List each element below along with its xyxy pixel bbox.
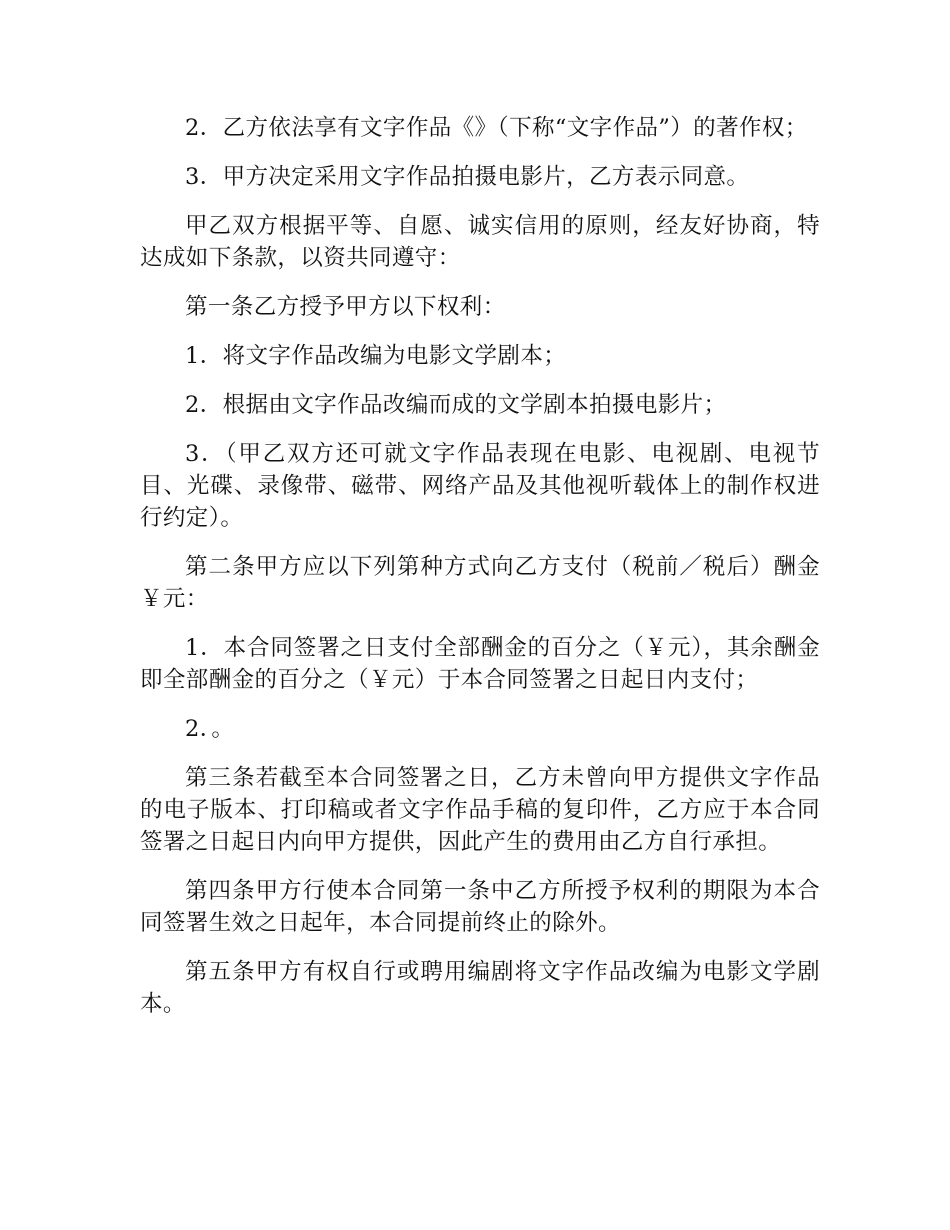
clause-paragraph: 甲乙双方根据平等、自愿、诚实信用的原则，经友好协商，特达成如下条款，以资共同遵守：: [140, 213, 820, 271]
clause-paragraph: 2．。: [185, 716, 235, 742]
clause-paragraph: 3．（甲乙双方还可就文字作品表现在电影、电视剧、电视节目、光碟、录像带、磁带、网络产品及其他视听载体上的制作权进行约定）。: [140, 441, 820, 531]
clause-paragraph: 1．将文字作品改编为电影文学剧本；: [185, 343, 567, 369]
clause-heading: 第三条若截至本合同签署之日，乙方未曾向甲方提供文字作品的电子版本、打印稿或者文字作品手稿的复印件，乙方应于本合同签署之日起日内向甲方提供，因此产生的费用由乙方自行承担。: [140, 765, 820, 855]
document-body: [140, 112, 820, 1037]
clause-heading: 第二条甲方应以下列第种方式向乙方支付（税前／税后）酬金￥元：: [140, 554, 820, 612]
clause-paragraph: 1．本合同签署之日支付全部酬金的百分之（￥元），其余酬金即全部酬金的百分之（￥元）于本合同签署之日起日内支付；: [140, 635, 820, 693]
clause-paragraph: 3．甲方决定采用文字作品拍摄电影片，乙方表示同意。: [185, 164, 750, 190]
clause-paragraph: 2．根据由文字作品改编而成的文学剧本拍摄电影片；: [185, 392, 727, 418]
clause-heading: 第一条乙方授予甲方以下权利：: [185, 294, 506, 320]
clause-heading: 第四条甲方行使本合同第一条中乙方所授予权利的期限为本合同签署生效之日起年，本合同提前终止的除外。: [140, 878, 820, 936]
clause-paragraph: 2．乙方依法享有文字作品《》（下称“文字作品”）的著作权；: [185, 115, 808, 141]
clause-heading: 第五条甲方有权自行或聘用编剧将文字作品改编为电影文学剧本。: [140, 959, 820, 1017]
